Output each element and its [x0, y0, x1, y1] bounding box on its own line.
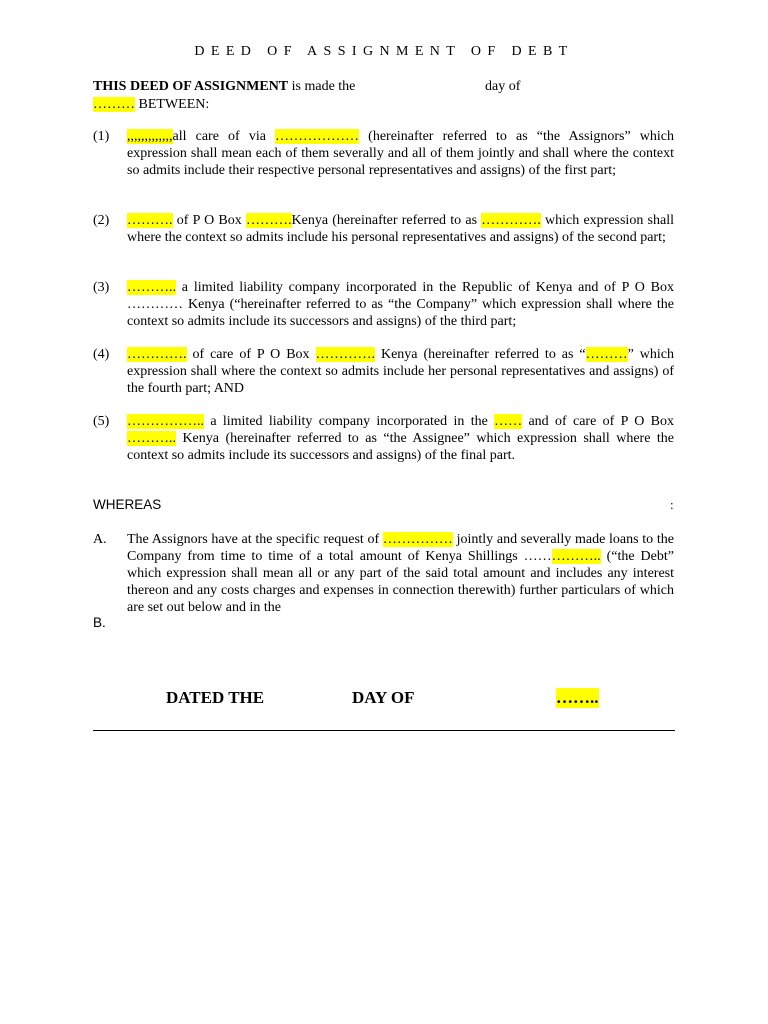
- party-1-clause: [127, 128, 674, 179]
- party-5-number: (5): [93, 414, 110, 429]
- party-5-clause: [127, 413, 674, 464]
- signature-divider: [93, 730, 675, 731]
- dated-blank: ……..: [556, 688, 599, 707]
- party-1-blank-name: ,,,,,,,,,,,,,: [127, 129, 173, 144]
- party-4-number: (4): [93, 347, 110, 362]
- party-2-text-mid: Kenya (hereinafter referred to as: [291, 213, 482, 228]
- recital-a-text-start: The Assignors have at the specific request of: [127, 532, 383, 547]
- party-1-text: all care of via: [172, 129, 276, 144]
- party-5-text: a limited liability company incorporated in the: [204, 414, 495, 429]
- party-2-clause: [127, 212, 674, 246]
- recital-a-blank-amount: ………..: [551, 549, 601, 564]
- recital-a-text-mid: jointly and severally made loans to the Company from time to time of a total amount of Kenya Shillings: [127, 532, 674, 564]
- intro-lead: THIS DEED OF ASSIGNMENT: [93, 79, 289, 94]
- party-3-blank-name: ………..: [127, 280, 176, 295]
- whereas-heading: WHEREAS: [93, 497, 162, 512]
- recital-a-label: A.: [93, 532, 107, 547]
- dated-the-label: DATED THE: [166, 688, 265, 707]
- party-4-blank-box: ………….: [315, 347, 376, 362]
- party-4-text-mid: Kenya (hereinafter referred to as “: [375, 347, 586, 362]
- party-1-blank-via: ………………: [275, 129, 360, 144]
- intro-blank: ………: [93, 97, 135, 112]
- party-5-blank-name: ……………..: [127, 414, 204, 429]
- recital-a-blank-request: ……………: [382, 532, 453, 547]
- recital-a-text: [127, 531, 674, 616]
- party-4-text-rest: ” which expression shall where the context so admits include her personal representatives and assigns) of the fourth part; AND: [127, 347, 674, 396]
- intro-between: BETWEEN:: [135, 97, 210, 112]
- intro-between-line: [93, 96, 209, 113]
- party-2-blank-alias: ………….: [481, 213, 541, 228]
- recital-a-dots: ……: [523, 549, 552, 564]
- party-5-blank-country: ……: [494, 414, 523, 429]
- document-title: DEED OF ASSIGNMENT OF DEBT: [194, 44, 574, 59]
- party-3-clause: [127, 279, 674, 330]
- party-4-blank-alias: ………: [585, 347, 628, 362]
- party-1-number: (1): [93, 129, 110, 144]
- party-5-text-rest: Kenya (hereinafter referred to as “the Assignee” which expression shall where the context so admits include its successors and assigns) of the final part.: [127, 431, 674, 463]
- recital-a-text-rest: (“the Debt” which expression shall mean all or any part of the said total amount and includes any interest thereon and any costs charges and expenses in connection therewith) further particulars of which are set out below and in the: [127, 549, 674, 615]
- party-5-blank-box: ………..: [127, 431, 176, 446]
- party-2-text: of P O Box: [172, 213, 246, 228]
- party-2-blank-box: ……….: [246, 213, 292, 228]
- intro-lead-text: is made the: [288, 79, 356, 94]
- recital-b-label: B.: [93, 615, 106, 630]
- party-5-text-mid: and of care of P O Box: [522, 414, 674, 429]
- party-3-number: (3): [93, 280, 110, 295]
- party-3-text: a limited liability company incorporated in the Republic of Kenya and of P O Box ………… Kenya (“hereinafter referred to as “the Company” which expression shall where the context so admits include its successors and assigns) of the third part;: [127, 280, 674, 329]
- party-4-text: of care of P O Box: [186, 347, 316, 362]
- party-2-number: (2): [93, 213, 110, 228]
- party-2-blank-name: ……….: [127, 213, 173, 228]
- party-4-blank-name: ………….: [127, 347, 187, 362]
- party-1-text-rest: (hereinafter referred to as “the Assignors” which expression shall mean each of them severally and all of them jointly and shall where the context so admits include their respective personal representatives and assigns) of the first part;: [127, 129, 674, 178]
- whereas-colon: :: [670, 497, 674, 512]
- intro-day-of: day of: [485, 79, 521, 94]
- party-2-text-rest: which expression shall where the context so admits include his personal representatives and assigns) of the second part;: [127, 213, 674, 245]
- intro-line: [93, 78, 355, 95]
- party-4-clause: [127, 346, 674, 397]
- dated-day-of-label: DAY OF: [352, 688, 415, 707]
